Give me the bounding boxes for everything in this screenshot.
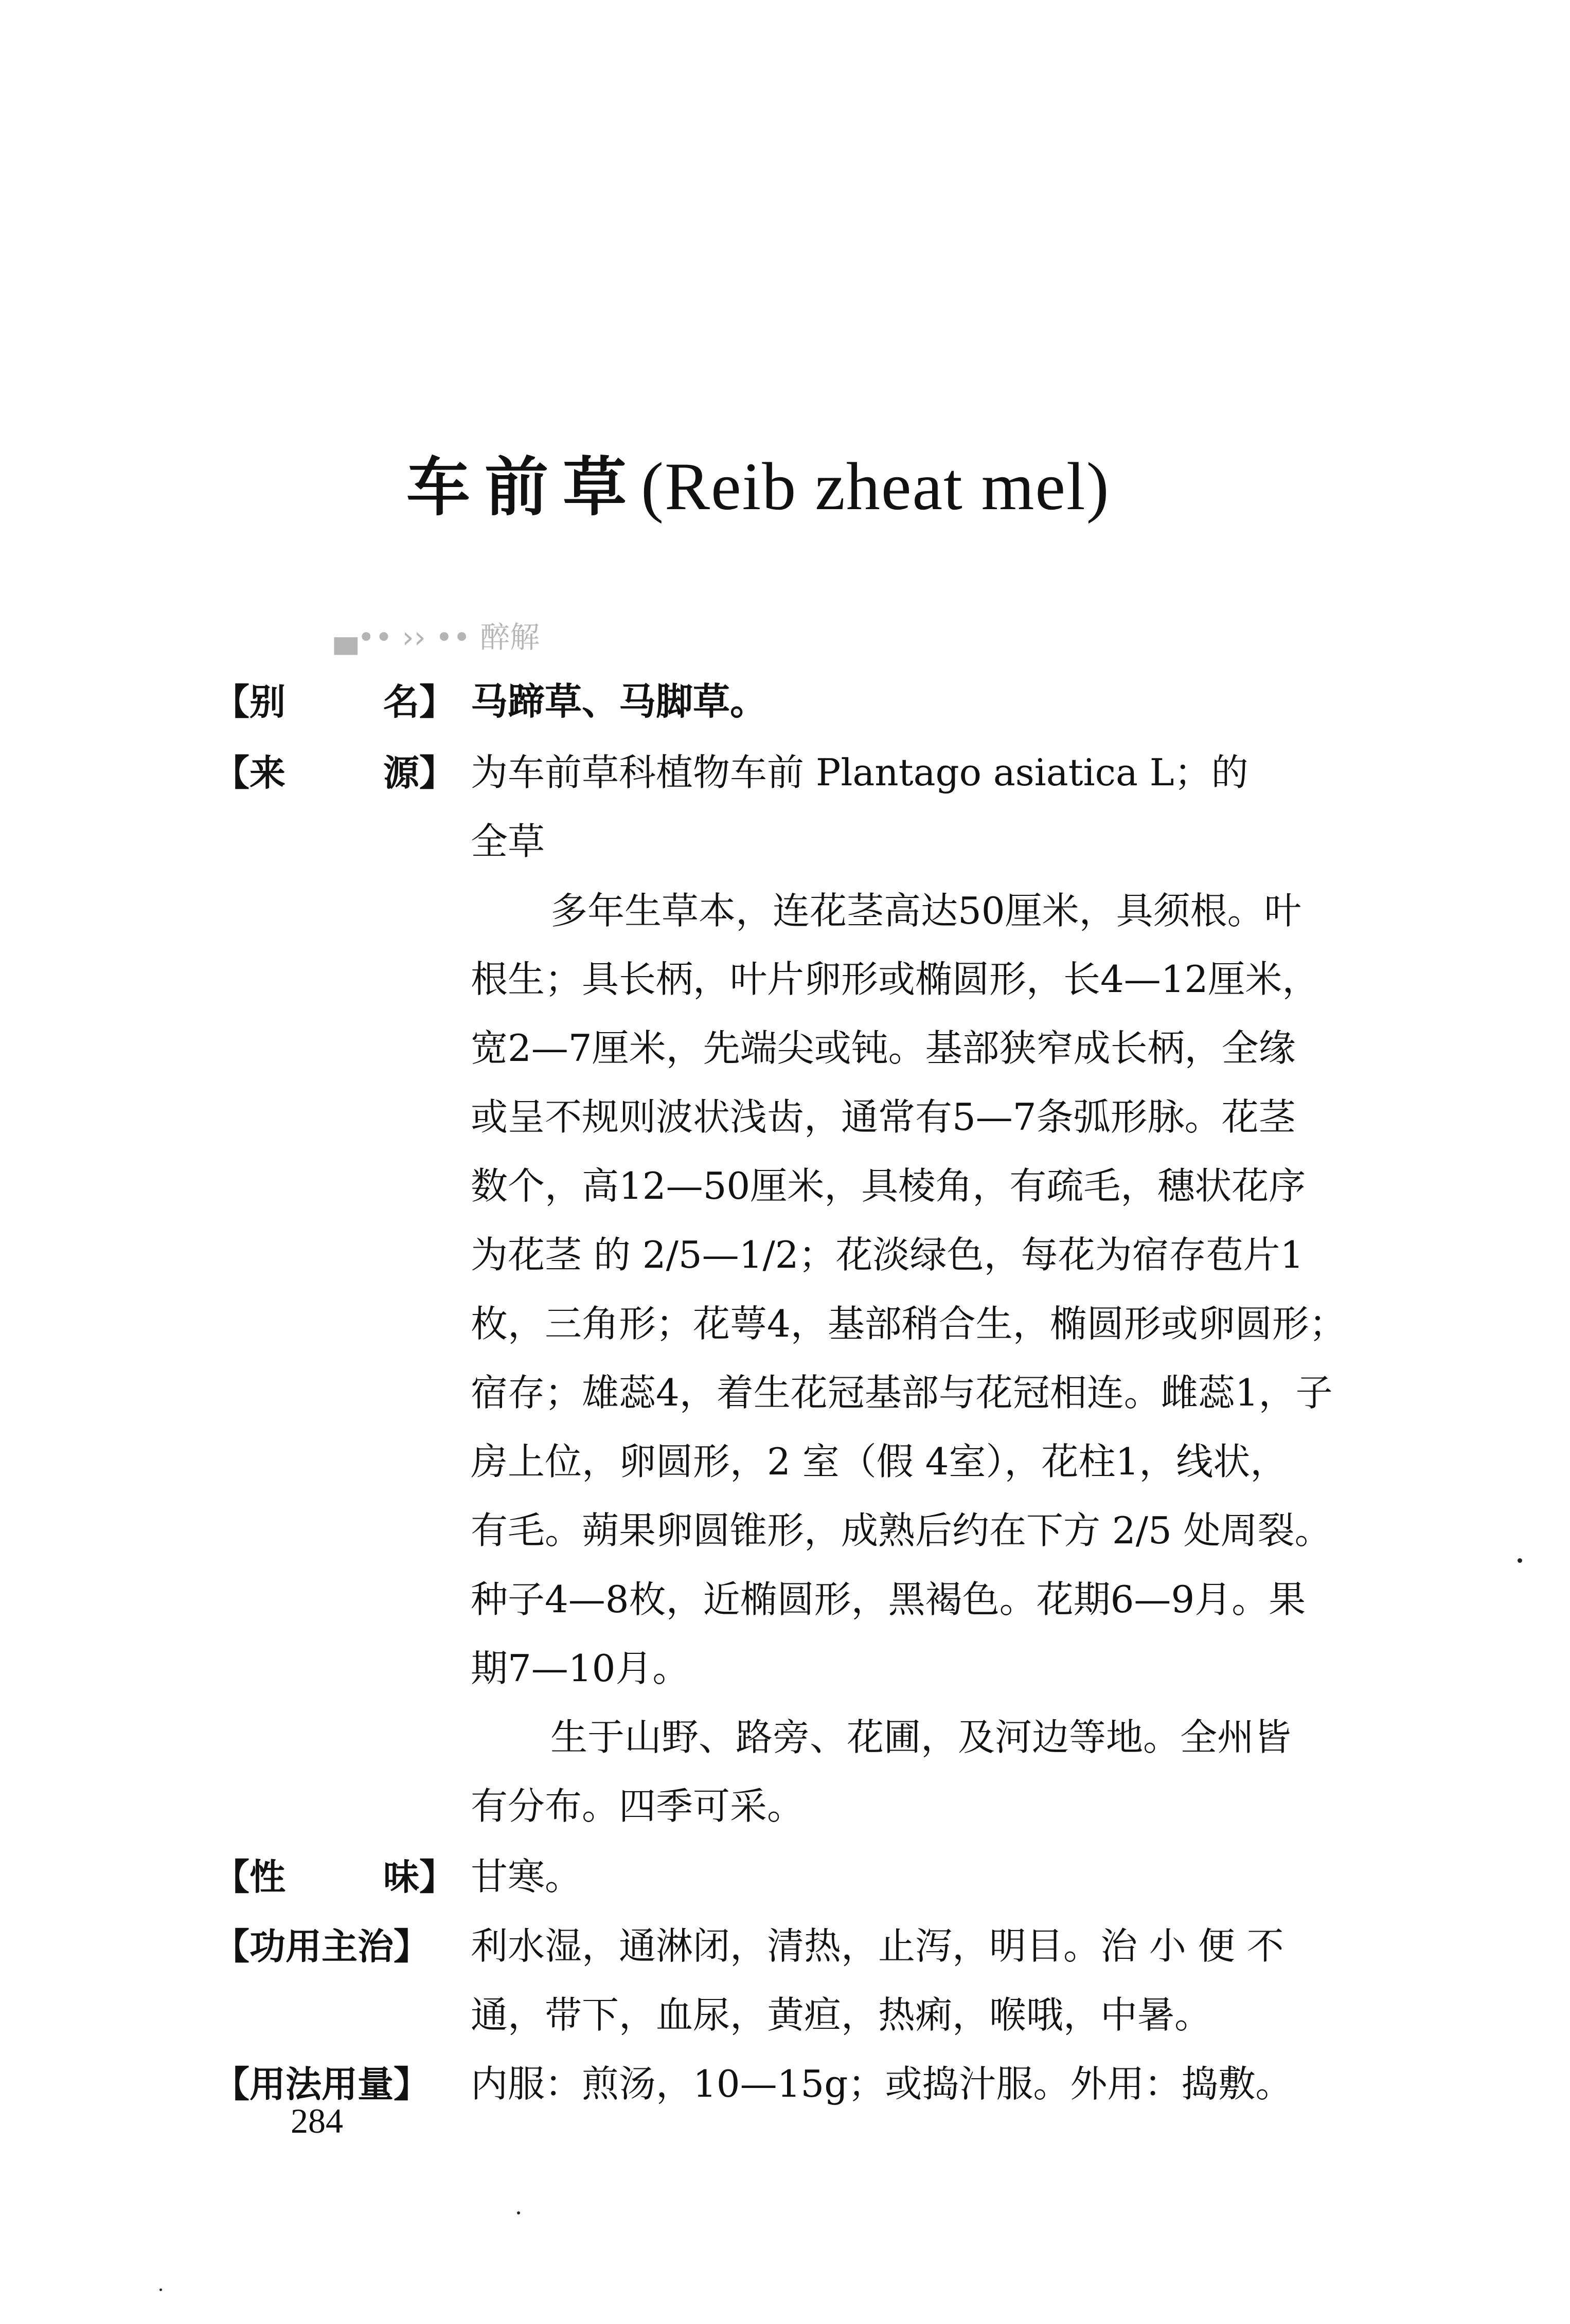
- function-label: 【功用主治】: [213, 1925, 430, 1968]
- source-line: 宽2—7厘米，先端尖或钝。基部狭窄成长柄，全缘: [471, 1026, 1296, 1070]
- title-chinese: 车前草: [406, 451, 641, 525]
- taste-text: 甘寒。: [471, 1855, 582, 1898]
- source-line: 枚，三角形；花萼4，基部稍合生，椭圆形或卵圆形；: [471, 1302, 1346, 1345]
- source-line: 数个，高12—50厘米，具棱角，有疏毛，穗状花序: [471, 1164, 1306, 1208]
- scan-speck: [1518, 1558, 1522, 1563]
- title-latin: (Reib zheat mel): [641, 448, 1110, 524]
- source-line: 有分布。四季可采。: [471, 1785, 805, 1828]
- taste-label-open: 【性: [213, 1856, 286, 1898]
- source-line: 期7—10月。: [471, 1647, 690, 1690]
- source-line: 根生；具长柄，叶片卵形或椭圆形，长4—12厘米，: [471, 958, 1319, 1001]
- scan-speck: [159, 2289, 162, 2291]
- alias-label-open: 【别: [213, 681, 286, 723]
- taste-label-close: 味】: [383, 1856, 455, 1898]
- source-line: 为车前草科植物车前 Plantago asiatica L；的: [471, 751, 1248, 794]
- taste-label: [213, 1856, 455, 1898]
- source-line: 种子4—8枚，近椭圆形，黑褐色。花期6—9月。果: [471, 1578, 1306, 1621]
- usage-label: 【用法用量】: [213, 2063, 430, 2105]
- scan-speck: [517, 2211, 520, 2214]
- alias-text: 马蹄草、马脚草。: [471, 680, 768, 723]
- source-line: 房上位，卵圆形，2 室（假 4室），花柱1，线状，: [471, 1440, 1288, 1483]
- source-line: 全草: [471, 820, 545, 863]
- usage-text: 内服：煎汤，10—15g；或捣汁服。外用：捣敷。: [471, 2062, 1293, 2105]
- source-label-open: 【来: [213, 752, 286, 794]
- source-line: 为花茎 的 2/5—1/2；花淡绿色，每花为宿存苞片1: [471, 1233, 1304, 1276]
- source-line: 生于山野、路旁、花圃，及河边等地。全州皆: [550, 1716, 1292, 1759]
- page-title: [406, 448, 1110, 525]
- alias-label: [213, 681, 455, 723]
- source-line: 宿存；雄蕊4，着生花冠基部与花冠相连。雌蕊1，子: [471, 1371, 1333, 1414]
- source-label: [213, 752, 455, 794]
- alias-label-close: 名】: [383, 681, 455, 723]
- function-line: 利水湿，通淋闭，清热，止泻，明目。治 小 便 不: [471, 1924, 1284, 1968]
- source-line: 有毛。蒴果卵圆锥形，成熟后约在下方 2/5 处周裂。: [471, 1509, 1332, 1552]
- faint-bleed-through-text: ▄•• ›› •• 醉解: [334, 620, 540, 655]
- function-line: 通，带下，血尿，黄疸，热痢，喉哦，中暑。: [471, 1993, 1212, 2037]
- source-label-close: 源】: [383, 752, 455, 794]
- source-line: 多年生草本，连花茎高达50厘米，具须根。叶: [550, 889, 1301, 932]
- page-number: 284: [291, 2101, 343, 2140]
- source-line: 或呈不规则波状浅齿，通常有5—7条弧形脉。花茎: [471, 1095, 1296, 1139]
